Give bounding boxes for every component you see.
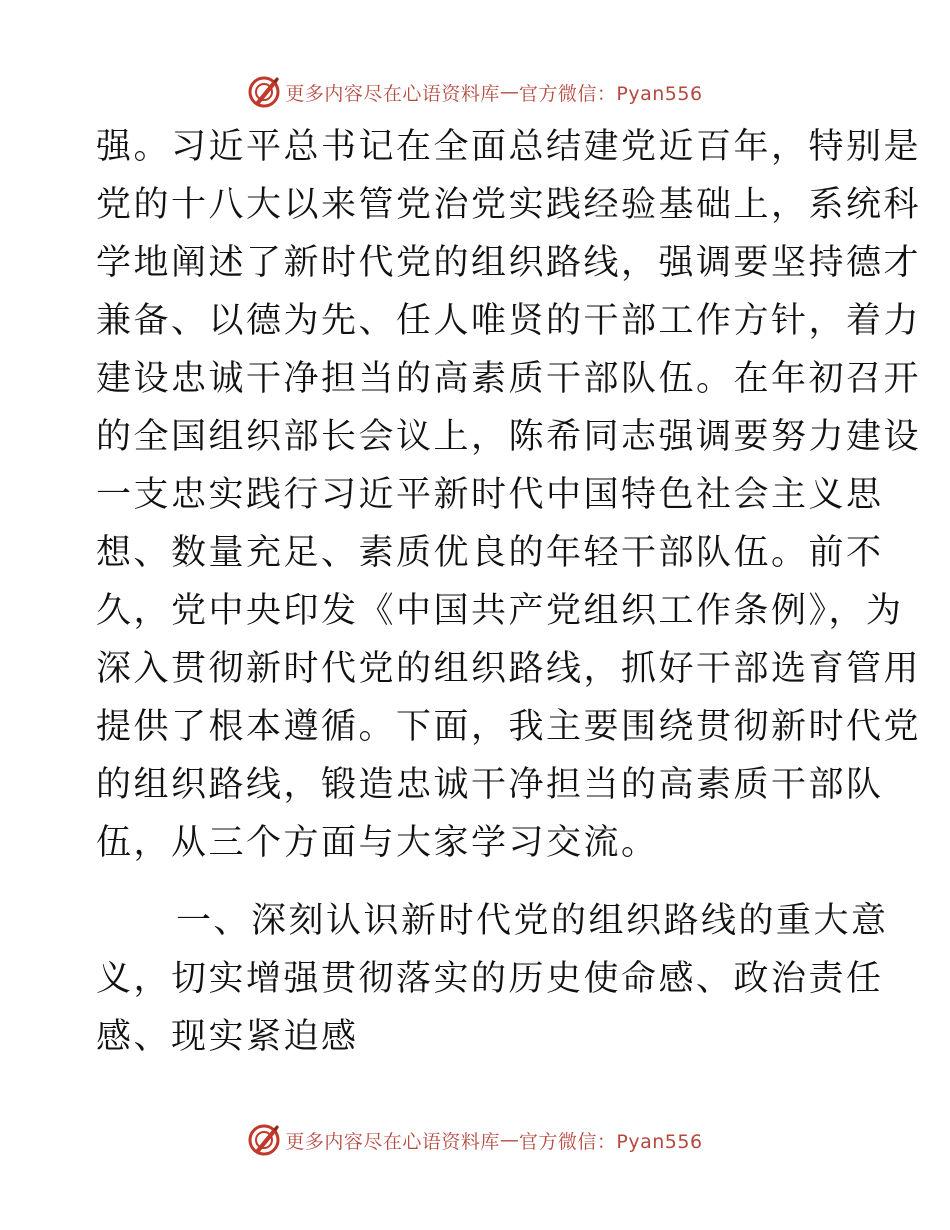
paragraph-line: 党的十八大以来管党治党实践经验基础上，系统科 (96, 185, 922, 225)
pen-logo-icon (247, 1123, 281, 1157)
paragraph-line: 的组织路线，锻造忠诚干净担当的高素质干部队 (96, 765, 884, 805)
paragraph-line: 兼备、以德为先、任人唯贤的干部工作方针，着力 (96, 301, 922, 341)
section-heading (96, 892, 889, 1066)
paragraph-line: 想、数量充足、素质优良的年轻干部队伍。前不 (96, 533, 884, 573)
heading-line: 感、现实紧迫感 (96, 1017, 359, 1057)
paragraph-line: 久，党中央印发《中国共产党组织工作条例》，为 (96, 591, 904, 631)
watermark-wechat: 官方微信：Pyan556 (518, 1130, 703, 1153)
paragraph-line: 学地阐述了新时代党的组织路线，强调要坚持德才 (96, 243, 922, 283)
heading-line: 义，切实增强贯彻落实的历史使命感、政治责任 (96, 959, 884, 999)
paragraph-line: 提供了根本遵循。下面，我主要围绕贯彻新时代党 (96, 707, 922, 747)
pen-logo-icon (247, 75, 281, 109)
paragraph-line: 伍，从三个方面与大家学习交流。 (96, 823, 659, 863)
watermark-separator: — (499, 1129, 519, 1151)
heading-line: 一、深刻认识新时代党的组织路线的重大意 (176, 901, 889, 941)
paragraph-line: 一支忠实践行习近平新时代中国特色社会主义思 (96, 475, 884, 515)
watermark-text: 更多内容尽在心语资料库 (285, 82, 500, 105)
document-body (96, 118, 922, 1066)
paragraph-line: 的全国组织部长会议上，陈希同志强调要努力建设 (96, 417, 922, 457)
footer-watermark (0, 1120, 950, 1160)
body-paragraph (96, 118, 922, 872)
paragraph-line: 强。习近平总书记在全面总结建党近百年，特别是 (96, 127, 922, 167)
paragraph-line: 深入贯彻新时代党的组织路线，抓好干部选育管用 (96, 649, 922, 689)
paragraph-line: 建设忠诚干净担当的高素质干部队伍。在年初召开 (96, 359, 922, 399)
header-watermark (0, 72, 950, 112)
watermark-wechat: 官方微信：Pyan556 (518, 82, 703, 105)
watermark-separator: — (499, 81, 519, 103)
watermark-text: 更多内容尽在心语资料库 (285, 1130, 500, 1153)
